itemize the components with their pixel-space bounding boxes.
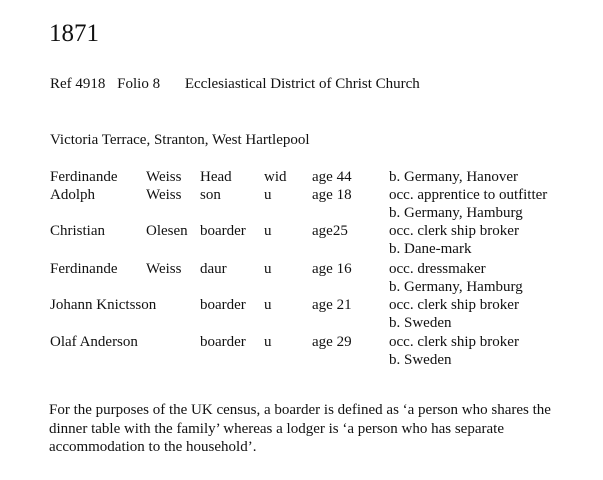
person-first-name: Adolph bbox=[50, 187, 95, 203]
person-age: age 21 bbox=[312, 297, 352, 313]
person-full-name: Johann Knictsson bbox=[50, 297, 157, 313]
person-note: occ. clerk ship broker bbox=[389, 334, 519, 350]
person-note: b. Germany, Hamburg bbox=[389, 205, 523, 221]
person-full-name: Olaf Anderson bbox=[50, 334, 138, 350]
person-note: b. Dane-mark bbox=[389, 241, 472, 257]
person-surname: Weiss bbox=[146, 187, 182, 203]
person-first-name: Christian bbox=[50, 223, 105, 239]
person-note: b. Germany, Hanover bbox=[389, 169, 518, 185]
person-marital-status: wid bbox=[264, 169, 287, 185]
person-relation: boarder bbox=[200, 297, 246, 313]
person-surname: Olesen bbox=[146, 223, 188, 239]
person-marital-status: u bbox=[264, 187, 272, 203]
person-age: age25 bbox=[312, 223, 348, 239]
address-line: Victoria Terrace, Stranton, West Hartlepool bbox=[50, 132, 310, 148]
person-marital-status: u bbox=[264, 223, 272, 239]
person-age: age 16 bbox=[312, 261, 352, 277]
person-first-name: Ferdinande bbox=[50, 169, 118, 185]
person-marital-status: u bbox=[264, 261, 272, 277]
person-note: b. Sweden bbox=[389, 315, 452, 331]
person-relation: daur bbox=[200, 261, 227, 277]
person-relation: son bbox=[200, 187, 221, 203]
person-first-name: Ferdinande bbox=[50, 261, 118, 277]
footnote-paragraph: For the purposes of the UK census, a boarder is defined as ‘a person who shares the dinner table with the family’ whereas a lodger is ‘a person who has separate accommodation to the household’. bbox=[49, 402, 551, 455]
person-age: age 18 bbox=[312, 187, 352, 203]
person-note: occ. apprentice to outfitter bbox=[389, 187, 548, 203]
ref-number: Ref 4918 bbox=[50, 76, 106, 92]
person-note: occ. dressmaker bbox=[389, 261, 486, 277]
person-note: b. Germany, Hamburg bbox=[389, 279, 523, 295]
document-year: 1871 bbox=[49, 20, 99, 47]
person-relation: boarder bbox=[200, 334, 246, 350]
reference-line bbox=[50, 76, 420, 93]
person-marital-status: u bbox=[264, 297, 272, 313]
person-surname: Weiss bbox=[146, 169, 182, 185]
person-note: b. Sweden bbox=[389, 352, 452, 368]
person-age: age 29 bbox=[312, 334, 352, 350]
person-surname: Weiss bbox=[146, 261, 182, 277]
person-note: occ. clerk ship broker bbox=[389, 223, 519, 239]
person-marital-status: u bbox=[264, 334, 272, 350]
person-relation: Head bbox=[200, 169, 232, 185]
person-note: occ. clerk ship broker bbox=[389, 297, 519, 313]
ecclesiastical-district: Ecclesiastical District of Christ Church bbox=[184, 76, 420, 92]
person-relation: boarder bbox=[200, 223, 246, 239]
folio-number: Folio 8 bbox=[117, 76, 161, 92]
person-age: age 44 bbox=[312, 169, 352, 185]
